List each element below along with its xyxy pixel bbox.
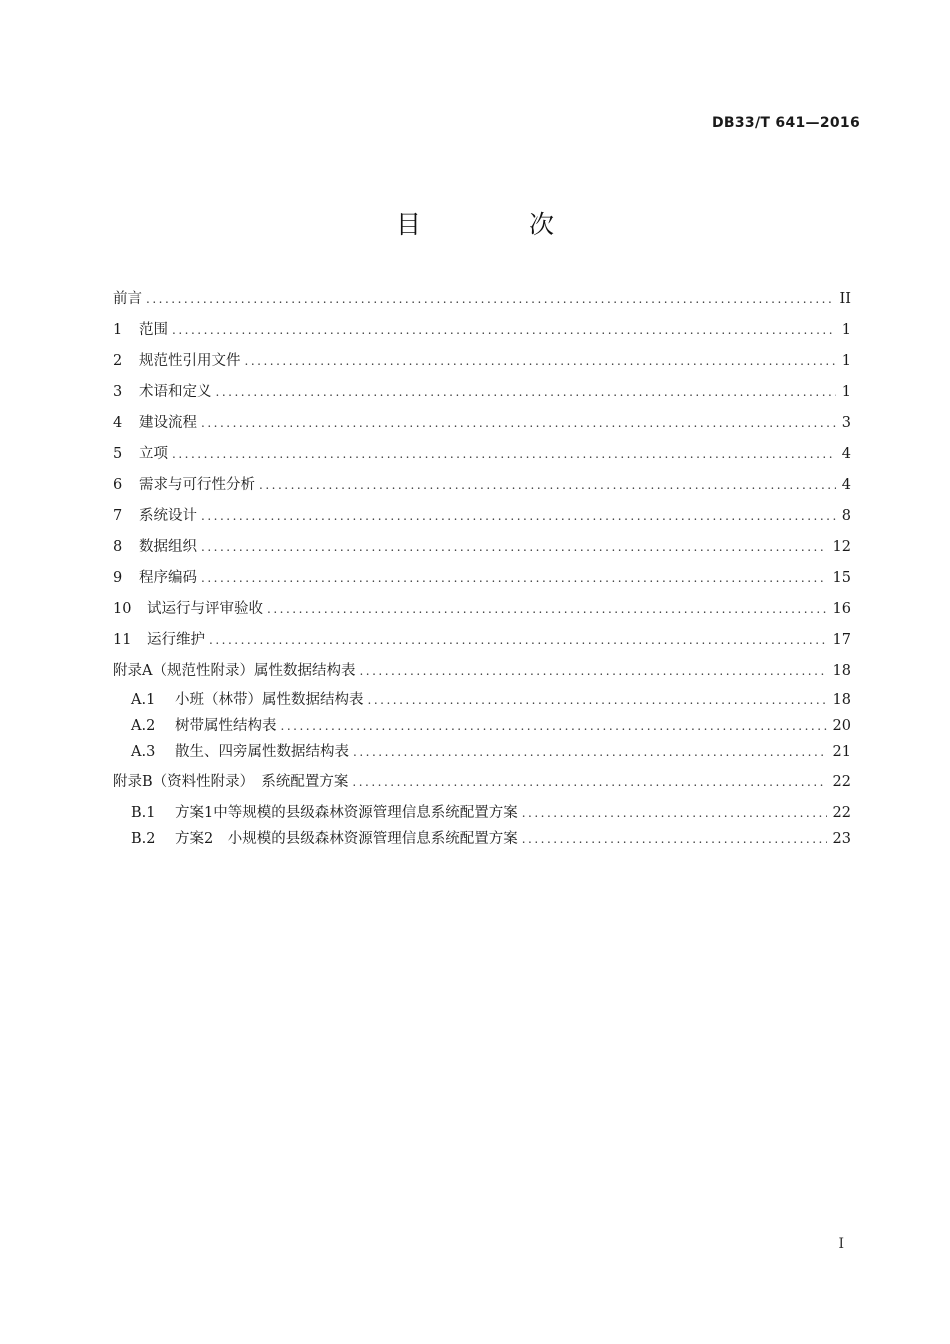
toc-entry-label: 规范性引用文件 xyxy=(139,353,241,369)
toc-entry-6[interactable] xyxy=(113,474,851,496)
toc-leader xyxy=(245,350,836,372)
toc-entry-label: 数据组织 xyxy=(139,539,197,555)
toc-entry-a3[interactable] xyxy=(131,741,851,763)
toc-leader xyxy=(201,536,827,558)
toc-leader xyxy=(353,741,827,763)
toc-entry-2[interactable] xyxy=(113,350,851,372)
toc-entry-label: 树带属性结构表 xyxy=(175,718,277,734)
toc-entry-9[interactable] xyxy=(113,567,851,589)
toc-entry-number: B.2 xyxy=(131,831,156,847)
toc-entry-label: 前言 xyxy=(113,291,142,307)
toc-entry-page: 18 xyxy=(832,663,851,679)
toc-entry-1[interactable] xyxy=(113,319,851,341)
toc-entry-appendix-b[interactable] xyxy=(113,771,851,793)
toc-entry-number: 7 xyxy=(113,508,123,524)
toc-entry-page: 18 xyxy=(832,692,851,708)
toc-entry-label: 方案1中等规模的县级森林资源管理信息系统配置方案 xyxy=(175,805,518,821)
toc-entry-page: 17 xyxy=(832,632,851,648)
toc-entry-page: 15 xyxy=(832,570,851,586)
toc-entry-page: 22 xyxy=(832,805,851,821)
toc-entry-page: 12 xyxy=(832,539,851,555)
toc-entry-page: 20 xyxy=(832,718,851,734)
toc-leader xyxy=(359,660,826,682)
toc-entry-4[interactable] xyxy=(113,412,851,434)
toc-leader xyxy=(216,381,836,403)
toc-entry-number: 10 xyxy=(113,601,132,617)
toc-leader xyxy=(368,689,827,711)
toc-entry-b1[interactable] xyxy=(131,802,851,824)
toc-leader xyxy=(201,412,836,434)
toc-entry-label: 需求与可行性分析 xyxy=(139,477,255,493)
toc-entry-label: 试运行与评审验收 xyxy=(147,601,263,617)
toc-entry-label: 系统设计 xyxy=(139,508,197,524)
toc-entry-label: 术语和定义 xyxy=(139,384,212,400)
toc-entry-b2[interactable] xyxy=(131,828,851,850)
toc-entry-page: 1 xyxy=(841,384,851,400)
toc-entry-label: 散生、四旁属性数据结构表 xyxy=(175,744,349,760)
page-number: I xyxy=(838,1236,844,1252)
toc-entry-number: A.3 xyxy=(131,744,156,760)
toc-entry-label: 范围 xyxy=(139,322,168,338)
toc-entry-page: II xyxy=(839,291,851,307)
toc-leader xyxy=(259,474,836,496)
toc-entry-a2[interactable] xyxy=(131,715,851,737)
toc-leader xyxy=(172,443,836,465)
toc-leader xyxy=(522,828,827,850)
toc-entry-number: 11 xyxy=(113,632,132,648)
toc-entry-page: 21 xyxy=(832,744,851,760)
toc-entry-5[interactable] xyxy=(113,443,851,465)
toc-entry-page: 16 xyxy=(832,601,851,617)
toc-entry-number: 4 xyxy=(113,415,123,431)
toc-entry-number: 1 xyxy=(113,322,123,338)
toc-entry-page: 23 xyxy=(832,831,851,847)
standard-code: DB33/T 641—2016 xyxy=(712,115,860,131)
toc-entry-3[interactable] xyxy=(113,381,851,403)
toc-entry-appendix-a[interactable] xyxy=(113,660,851,682)
toc-entry-number: 9 xyxy=(113,570,123,586)
toc-entry-number: 5 xyxy=(113,446,123,462)
toc-entry-label: 建设流程 xyxy=(139,415,197,431)
toc-entry-a1[interactable] xyxy=(131,689,851,711)
toc-entry-label: 附录A（规范性附录）属性数据结构表 xyxy=(113,663,356,679)
toc-entry-label: 方案2 小规模的县级森林资源管理信息系统配置方案 xyxy=(175,831,518,847)
toc-entry-page: 8 xyxy=(841,508,851,524)
toc-leader xyxy=(172,319,836,341)
toc-entry-number: 2 xyxy=(113,353,123,369)
toc-leader xyxy=(209,629,827,651)
toc-leader xyxy=(146,288,834,310)
toc-leader xyxy=(201,505,836,527)
toc-entry-page: 4 xyxy=(841,446,851,462)
toc-entry-10[interactable] xyxy=(113,598,851,620)
toc-entry-label: 小班（林带）属性数据结构表 xyxy=(175,692,364,708)
toc-entry-page: 1 xyxy=(841,322,851,338)
toc-leader xyxy=(522,802,827,824)
toc-entry-number: A.1 xyxy=(131,692,156,708)
toc-entry-page: 3 xyxy=(841,415,851,431)
toc-entry-label: 运行维护 xyxy=(147,632,205,648)
toc-entry-number: A.2 xyxy=(131,718,156,734)
toc-leader xyxy=(201,567,827,589)
toc-leader xyxy=(281,715,827,737)
toc-entry-label: 立项 xyxy=(139,446,168,462)
toc-entry-number: 8 xyxy=(113,539,123,555)
toc-entry-label: 程序编码 xyxy=(139,570,197,586)
toc-entry-label: 附录B（资料性附录） 系统配置方案 xyxy=(113,774,349,790)
toc-leader xyxy=(352,771,826,793)
toc-entry-page: 1 xyxy=(841,353,851,369)
toc-entry-7[interactable] xyxy=(113,505,851,527)
toc-entry-number: 3 xyxy=(113,384,123,400)
toc-entry-11[interactable] xyxy=(113,629,851,651)
toc-entry-page: 22 xyxy=(832,774,851,790)
toc-entry-8[interactable] xyxy=(113,536,851,558)
toc-entry-page: 4 xyxy=(841,477,851,493)
toc-entry-number: 6 xyxy=(113,477,123,493)
toc-leader xyxy=(267,598,827,620)
page-title: 目 次 xyxy=(396,210,604,239)
toc-entry-foreword[interactable] xyxy=(113,288,851,310)
toc-entry-number: B.1 xyxy=(131,805,156,821)
